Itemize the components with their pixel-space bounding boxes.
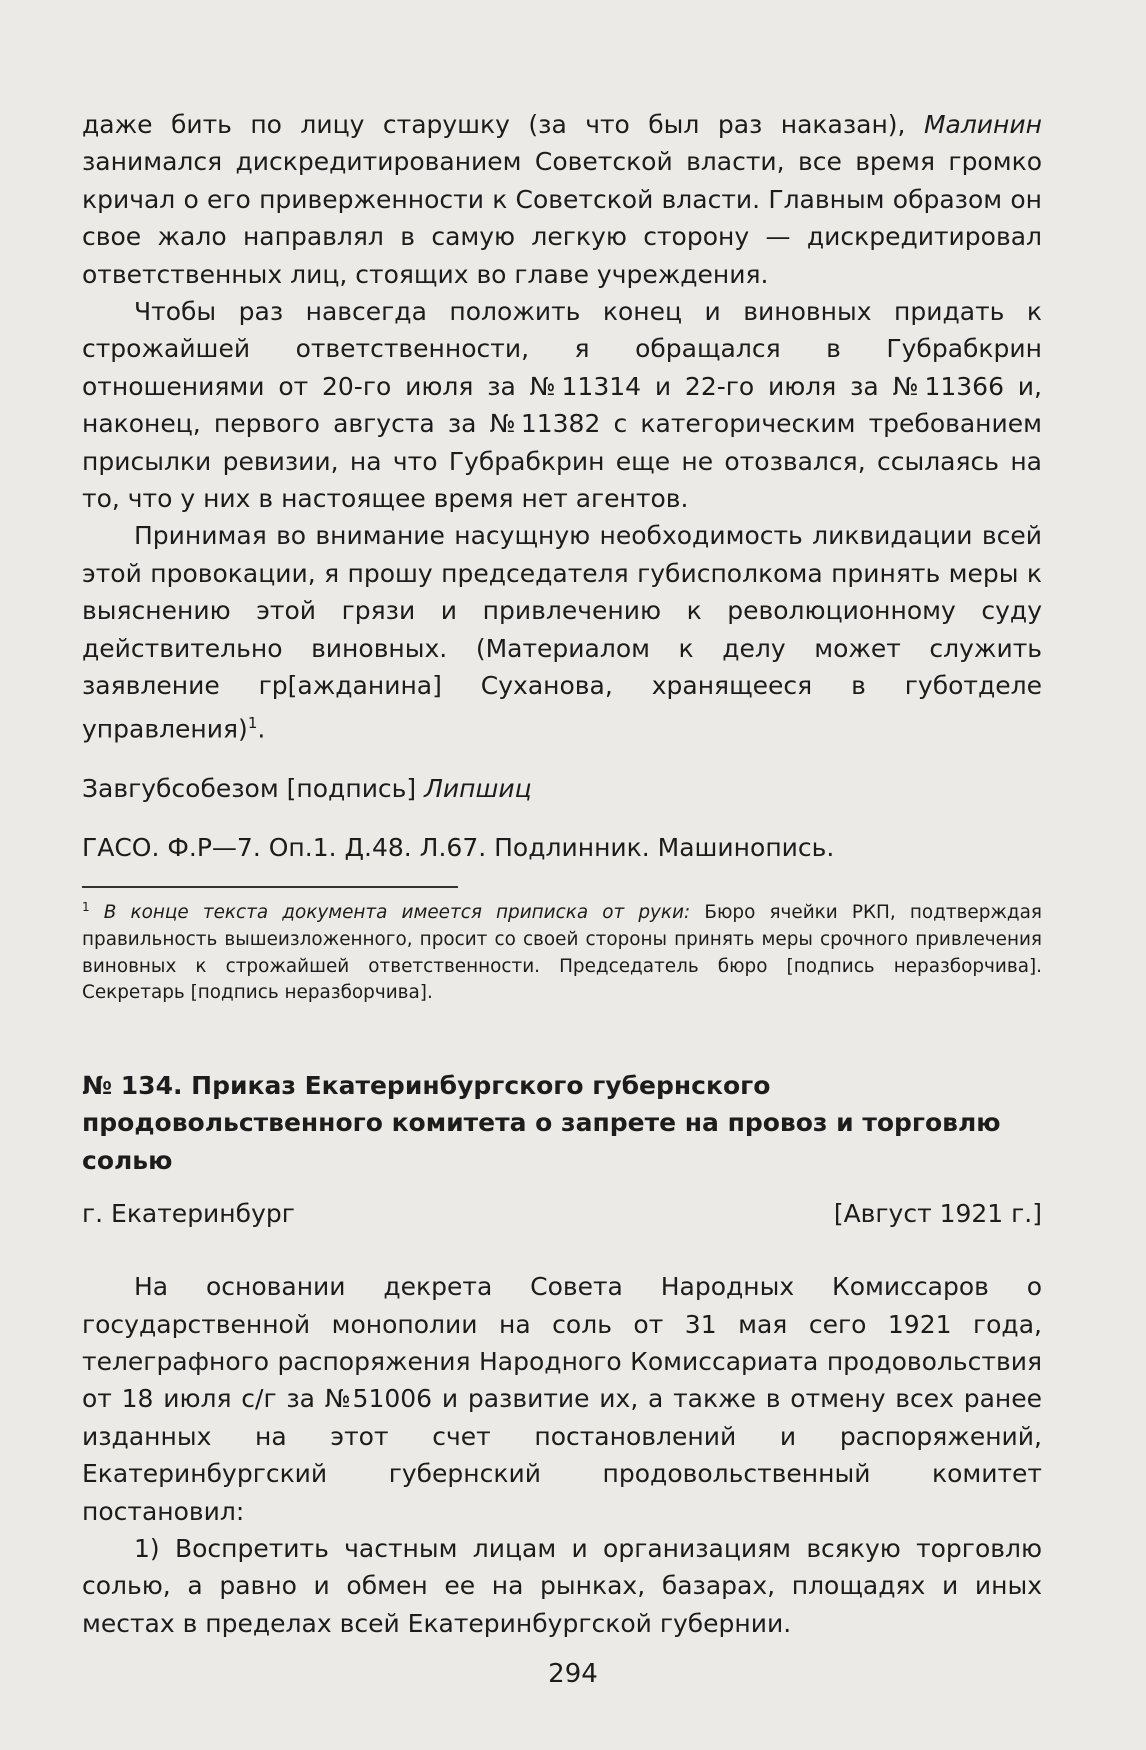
order-point-1: 1) Воспретить частным лицам и организациям всякую торговлю солью, а равно и обмен ее на рынках, базарах, площадях и иных местах в пределах всей Екатеринбургской губернии. <box>82 1534 1042 1638</box>
spacer <box>82 1232 1042 1268</box>
page-number: 294 <box>548 1659 598 1689</box>
footnote-reference: 1 <box>247 713 258 732</box>
document-heading: № 134. Приказ Екатеринбургского губернского продовольственного комитета о запрете на провоз и торговлю солью <box>82 1070 1001 1175</box>
signature-name: Липшиц <box>424 774 532 804</box>
archive-source: ГАСО. Ф.Р—7. Оп.1. Д.48. Л.67. Подлинник. Машинопись. <box>82 833 835 863</box>
footnote <box>82 894 1042 1007</box>
document-date: [Август 1921 г.] <box>833 1199 1042 1229</box>
paragraph-2: Чтобы раз навсегда положить конец и виновных придать к строжайшей ответственности, я обращался в Губрабкрин отношениями от 20-го июля за №11314 и 22-го июля за №11366 и, наконец, первого августа за №11382 с категорическим требованием присылки ревизии, на что Губрабкрин еще не отозвался, ссылаясь на то, что у них в настоящее время нет агентов. <box>82 297 1042 514</box>
footnote-divider <box>82 886 458 888</box>
signature-prefix: Завгубсобезом [подпись] <box>82 774 417 804</box>
order-intro: На основании декрета Совета Народных Комиссаров о государственной монополии на соль от 31 мая сего 1921 года, телеграфного распоряжения Народного Комиссариата продовольствия от 18 июля с/г за №51006 и развитие их, а также в отмену всех ранее изданных на этот счет постановлений и распоряжений, Екатеринбургский губернский продовольственный комитет постановил: <box>82 1272 1042 1526</box>
paragraph-3-text: Принимая во внимание насущную необходимость ликвидации всей этой провокации, я прошу председателя губисполкома принять меры к выяснению этой грязи и привлечению к революционному суду действительно виновных. (Материалом к делу может служить заявление гр[ажданина] Суханова, хранящееся в губотделе управления) <box>82 521 1042 743</box>
paragraph-3 <box>82 517 1042 747</box>
place-date-row <box>82 1195 1042 1232</box>
footnote-mark: 1 <box>82 900 90 915</box>
footnote-italic: В конце текста документа имеется приписка от руки: <box>103 902 691 924</box>
paragraph-1-start: даже бить по лицу старушку (за что был раз наказан), <box>82 110 906 139</box>
page-content <box>82 106 1042 1642</box>
paragraph-3-end: . <box>257 713 266 743</box>
paragraph-1-rest: занимался дискредитированием Советской власти, все время громко кричал о его приверженности к Советской власти. Главным образом он свое жало направлял в самую легкую сторону — дискредитировал ответственных лиц, стоящих во главе учреждения. <box>82 147 1042 289</box>
signature-line <box>82 770 1042 807</box>
paragraph-1 <box>82 106 1042 293</box>
document-place: г. Екатеринбург <box>82 1199 295 1229</box>
footnote-text: Бюро ячейки РКП, подтверждая правильность вышеизложенного, просит со своей стороны принять меры срочного привлечения виновных к строжайшей ответственности. Председатель бюро [подпись неразборчива]. Секретарь [подпись неразборчива]. <box>82 902 1042 1004</box>
person-name-malinin: Малинин <box>923 110 1042 139</box>
